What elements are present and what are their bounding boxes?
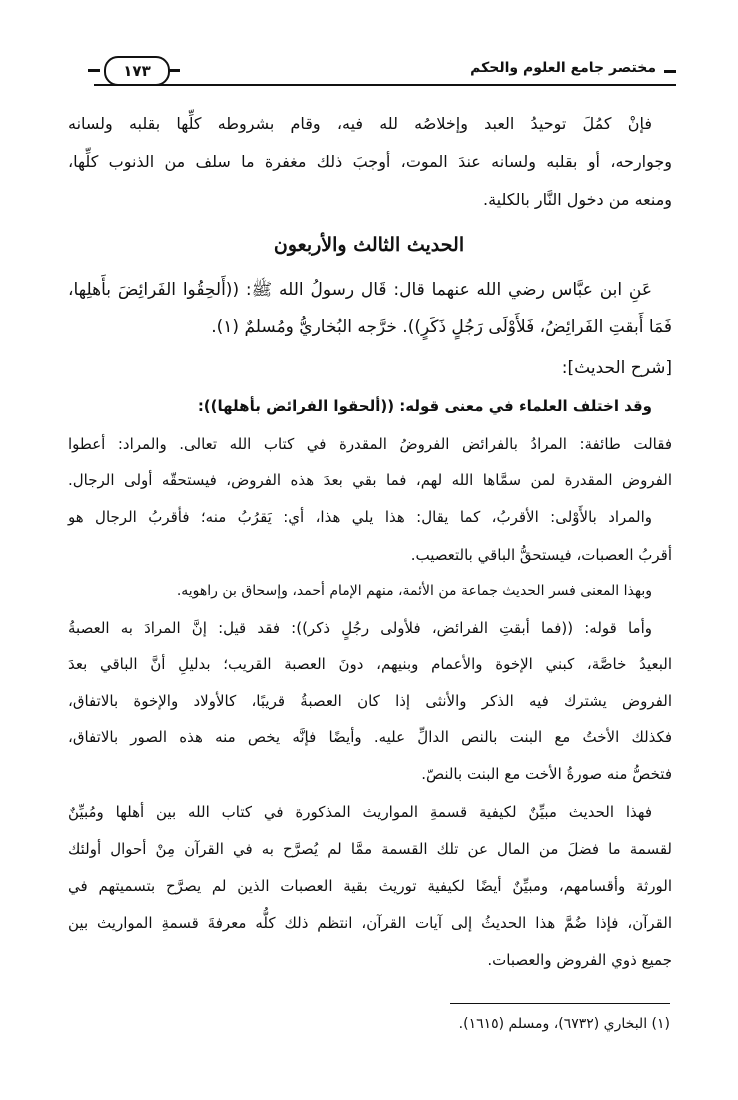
header-dash-left xyxy=(88,69,100,72)
commentary-line: الفروض المقدرة لمن سمَّاها الله لهم، فما بقي بعدَ هذه الفروض، فيستحقّه أولى الرجال. xyxy=(68,471,672,489)
commentary-line: جميع ذوي الفروض والعصبات. xyxy=(487,951,672,969)
commentary-line: أقربُ العصبات، فيستحقُّ الباقي بالتعصيب. xyxy=(410,546,672,564)
commentary-line: والمراد بالأَوْلى: الأقربُ، كما يقال: هذا يلي هذا، أي: يَقرُبُ منه؛ فأقربُ الرجال هو xyxy=(68,508,652,526)
commentary-heading: [شرح الحديث]: xyxy=(561,358,672,378)
commentary-line: وبهذا المعنى فسر الحديث جماعة من الأئمة، منهم الإمام أحمد، وإسحاق بن راهويه. xyxy=(176,583,652,599)
book-title: مختصر جامع العلوم والحكم xyxy=(470,60,656,76)
intro-line: ومنعه من دخول النَّار بالكلية. xyxy=(483,190,672,209)
header-rule xyxy=(94,84,676,86)
commentary-line: لقسمة ما فضلَ من المال عن تلك القسمة ممَّا لم يُصرَّح به في القرآن مِنْ أحوال أولئك xyxy=(68,840,672,858)
commentary-line: وأما قوله: ((فما أبقتِ الفرائض، فلأولى رجُلٍ ذكر)): فقد قيل: إنَّ المرادَ به العصبةُ xyxy=(68,619,652,637)
intro-line: وجوارحه، أو بقلبه ولسانه عندَ الموت، أوجبَ ذلك مغفرة ما سلف من الذنوب كلِّها، xyxy=(68,152,672,171)
commentary-line: الفروض يشترك فيه الذكر والأنثى إذا كان العصبةُ قريبًا، كالأولاد والإخوة بالاتفاق، xyxy=(68,692,672,710)
commentary-line: فقالت طائفة: المرادُ بالفرائض الفروضُ المقدرة في كتاب الله تعالى. والمراد: أعطوا xyxy=(68,435,672,453)
page-number: ١٧٣ xyxy=(104,56,170,86)
commentary-line: فهذا الحديث مبيِّنٌ لكيفية قسمةِ المواريث المذكورة في كتاب الله بين أهلها ومُبيِّنٌ xyxy=(68,803,652,821)
footnote: (١) البخاري (٦٧٣٢)، ومسلم (١٦١٥). xyxy=(458,1016,670,1032)
commentary-line: فتخصُّ منه صورةُ الأخت مع البنت بالنصّ. xyxy=(421,765,672,783)
commentary-line: البعيدُ خاصَّة، كبني الإخوة والأعمام وبنيهم، دونَ العصبة القريب؛ بدليلِ أنَّ الباقي بعدَ xyxy=(68,655,672,673)
commentary-line: القرآن، فإذا ضُمَّ هذا الحديثُ إلى آيات القرآن، انتظم ذلك كلُّه معرفةَ قسمةِ المواريث بين xyxy=(68,914,672,932)
intro-line: فإنْ كمُلَ توحيدُ العبد وإخلاصُه لله فيه، وقام بشروطه كلِّها بقلبه ولسانه xyxy=(68,114,652,133)
commentary-line: وقد اختلف العلماء في معنى قوله: ((ألحقوا الفرائض بأهلها)): xyxy=(197,397,652,415)
page-header xyxy=(88,58,676,90)
footnote-divider xyxy=(450,1003,670,1004)
hadith-text-line: فَمَا أَبقتِ الفَرائِضُ، فَلأَوْلَى رَجُلٍ ذَكَرٍ)). خرَّجه البُخاريُّ ومُسلمٌ (١). xyxy=(211,317,672,337)
header-dash-right xyxy=(664,70,676,73)
hadith-heading: الحديث الثالث والأربعون xyxy=(273,234,465,256)
commentary-line: فكذلك الأختُ مع البنت بالنص الدالِّ عليه. وأيضًا فإنَّه يخص منه هذه الصور بالاتفاق، xyxy=(68,728,672,746)
commentary-line: الورثة وأقسامهم، ومبيِّنٌ أيضًا لكيفية توريث بقية العصبات الذين لم يصرَّح بتسميتهم في xyxy=(68,877,672,895)
hadith-text-line: عَنِ ابن عبَّاس رضي الله عنهما قال: قَال رسولُ الله ﷺ: ((أَلحِقُوا الفَرائِضَ بأَهلِها، xyxy=(68,280,652,300)
